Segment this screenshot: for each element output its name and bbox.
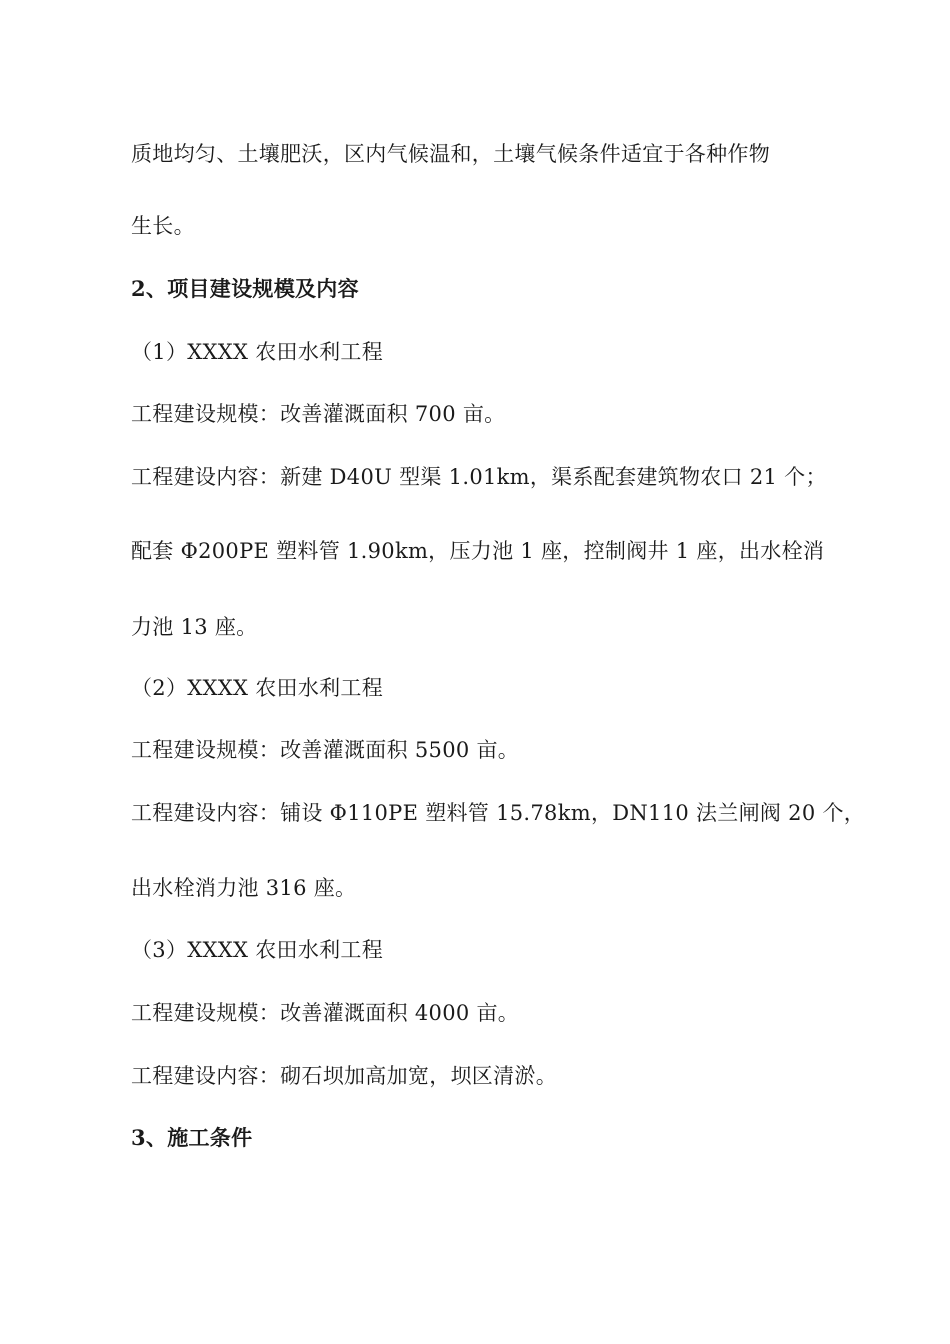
paragraph-line: 力池 13 座。 xyxy=(131,615,258,639)
paragraph-line: 工程建设内容：铺设 Φ110PE 塑料管 15.78km，DN110 法兰闸阀 20 个， xyxy=(131,801,866,825)
paragraph-line: 质地均匀、土壤肥沃，区内气候温和，土壤气候条件适宜于各种作物 xyxy=(131,142,770,166)
paragraph-line: 工程建设内容：砌石坝加高加宽，坝区清淤。 xyxy=(131,1064,557,1088)
paragraph-line: 工程建设规模：改善灌溉面积 5500 亩。 xyxy=(131,738,520,762)
section-heading: 2、项目建设规模及内容 xyxy=(131,276,359,301)
paragraph-line: 出水栓消力池 316 座。 xyxy=(131,876,357,900)
section-heading: 3、施工条件 xyxy=(131,1125,253,1150)
paragraph-line: 工程建设规模：改善灌溉面积 4000 亩。 xyxy=(131,1001,520,1025)
paragraph-line: 配套 Φ200PE 塑料管 1.90km，压力池 1 座，控制阀井 1 座，出水栓消 xyxy=(131,539,825,563)
subsection-title: （3）XXXX 农田水利工程 xyxy=(131,938,384,962)
subsection-title: （2）XXXX 农田水利工程 xyxy=(131,676,384,700)
paragraph-line: 工程建设规模：改善灌溉面积 700 亩。 xyxy=(131,402,506,426)
paragraph-line: 工程建设内容：新建 D40U 型渠 1.01km，渠系配套建筑物农口 21 个； xyxy=(131,465,827,489)
paragraph-line: 生长。 xyxy=(131,214,195,238)
subsection-title: （1）XXXX 农田水利工程 xyxy=(131,340,384,364)
